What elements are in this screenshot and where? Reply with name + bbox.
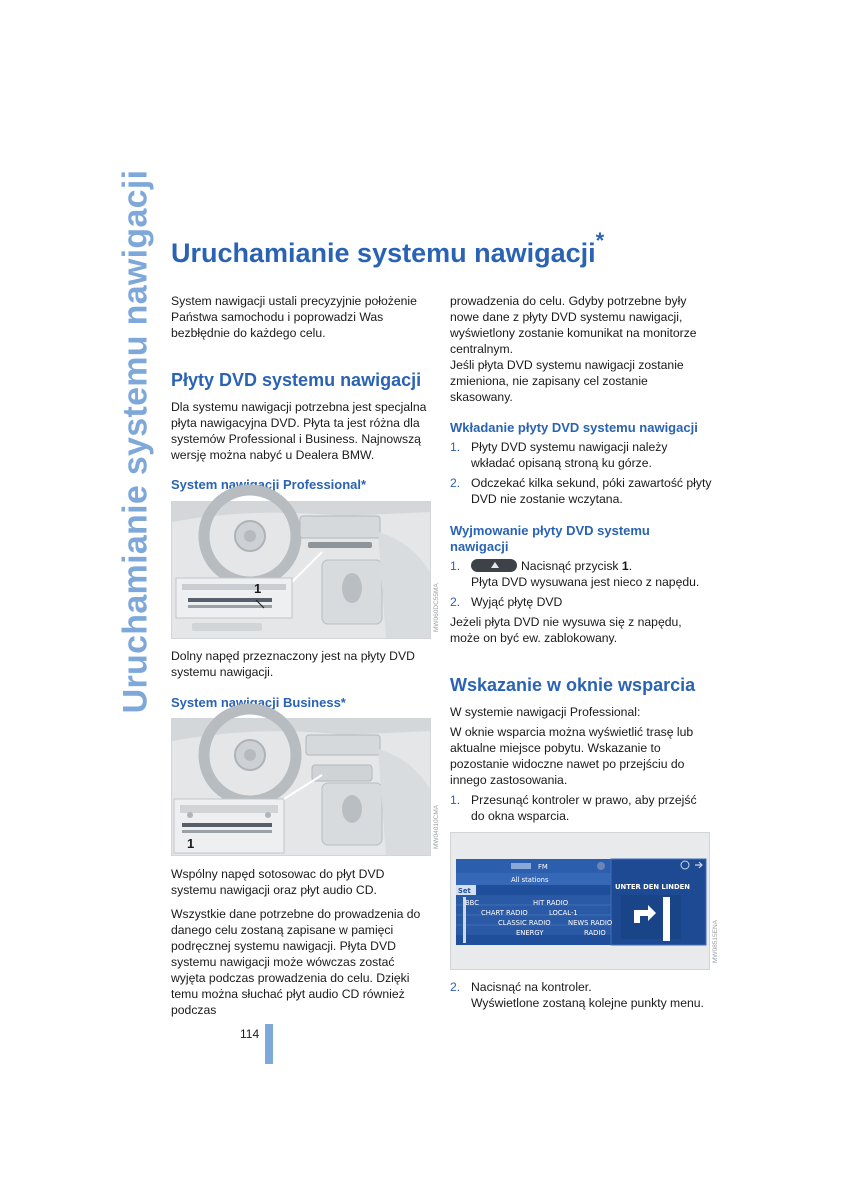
eject-key-icon (471, 559, 517, 572)
step-text: Przesunąć kontroler w prawo, aby przejść do okna wsparcia. (471, 793, 697, 823)
insert-step-2 (450, 475, 712, 507)
dvd-paragraph: Dla systemu nawigacji potrzebna jest specjalna płyta nawigacyjna DVD. Płyta ta jest różna dla systemów Professional i Business. Najnowszą wersję można nabyć u Dealera BMW. (171, 400, 427, 462)
step-text-line2: Wyświetlone zostaną kolejne punkty menu. (471, 996, 704, 1010)
business-image-code: MW04010CMA (433, 804, 440, 849)
step-text: Nacisnąć przycisk (521, 559, 622, 573)
page-title-text: Uruchamianie systemu nawigacji (171, 238, 596, 268)
business-paragraph-1: Wspólny napęd sotosowac do płyt DVD systemu nawigacji oraz płyt audio CD. (171, 867, 385, 897)
step-number: 2. (450, 595, 461, 609)
insert-dvd-heading: Wkładanie płyty DVD systemu nawigacji (450, 420, 698, 435)
support-step-1 (450, 792, 712, 824)
insert-dvd-steps (450, 439, 712, 511)
eject-dvd-heading: Wyjmowanie płyty DVD systemu nawigacji (450, 523, 650, 554)
eject-step-1 (450, 558, 712, 590)
step-number: 2. (450, 980, 461, 994)
support-window-heading: Wskazanie w oknie wsparcia (450, 675, 696, 695)
step-text: Wyjąć płytę DVD (471, 595, 563, 609)
screen-list-title: All stations (511, 876, 549, 884)
support-window-body (450, 704, 712, 828)
step-text-end: . (628, 559, 633, 573)
screen-station-1: HIT RADIO (533, 899, 569, 907)
support-paragraph-2: W oknie wsparcia można wyświetlić trasę lub aktualne miejsce pobytu. Wskazanie to pozostanie widoczne nawet po przejściu do innego zastosowania. (450, 725, 694, 787)
professional-callout-number: 1 (254, 581, 262, 596)
continued-paragraph-2: Jeśli płyta DVD systemu nawigacji zostanie zmieniona, nie zapisany cel zostanie skasowany. (450, 358, 684, 404)
step-key-number: 1 (621, 559, 629, 573)
professional-body (171, 648, 429, 688)
dashboard-illustration-business (172, 719, 430, 855)
right-column-top (450, 293, 712, 413)
step-number: 2. (450, 476, 461, 490)
dvd-section-body (171, 399, 429, 471)
step-text: Odczekać kilka sekund, póki zawartość płyty DVD nie zostanie wczytana. (471, 476, 712, 506)
dashboard-illustration (172, 502, 430, 638)
screen-station-4: CLASSIC RADIO (498, 919, 551, 927)
screen-station-0: BBC (465, 899, 479, 907)
professional-image-code: MW060DC55MA (433, 583, 440, 632)
side-chapter-title (114, 169, 158, 713)
professional-dashboard-image (171, 501, 440, 639)
screen-station-5: NEWS RADIO (568, 919, 613, 927)
business-paragraph-2: Wszystkie dane potrzebne do prowadzenia do danego celu zostaną zapisane w pamięci podręcznej systemu nawigacji. Płyta DVD systemu nawigacji może wówczas zostać wyjęta podczas prowadzenia do celu. Dzięki temu można słuchać płyt audio CD również podczas (171, 907, 421, 1017)
eject-note: Jeżeli płyta DVD nie wysuwa się z napędu, może on być ew. zablokowany. (450, 615, 682, 645)
screen-station-6: ENERGY (516, 929, 544, 937)
step-number: 1. (450, 440, 461, 454)
business-dashboard-image (171, 718, 440, 856)
support-step-2-block (450, 979, 712, 1015)
support-paragraph-1: W systemie nawigacji Professional: (450, 705, 641, 719)
insert-step-1 (450, 439, 712, 471)
business-heading: System nawigacji Business* (171, 695, 346, 710)
eject-step-2 (450, 594, 712, 610)
dvd-section-heading: Płyty DVD systemu nawigacji (171, 370, 422, 390)
professional-heading: System nawigacji Professional* (171, 477, 367, 492)
business-callout-number: 1 (187, 836, 195, 851)
screen-band-label: FM (538, 863, 548, 871)
step-number: 1. (450, 559, 461, 573)
support-window-screen-image (450, 832, 719, 970)
left-column-top (171, 293, 429, 349)
step-number: 1. (450, 793, 461, 807)
professional-paragraph: Dolny napęd przeznaczony jest na płyty DVD systemu nawigacji. (171, 649, 415, 679)
support-step-2 (450, 979, 712, 1011)
screen-labels (451, 833, 709, 969)
optional-equipment-mark: * (595, 228, 605, 253)
screen-station-3: LOCAL-1 (549, 909, 578, 917)
step-text-line2: Płyta DVD wysuwana jest nieco z napędu. (471, 575, 700, 589)
screen-station-7: RADIO (584, 929, 606, 937)
intro-paragraph: System nawigacji ustali precyzyjnie położenie Państwa samochodu i poprowadzi Was bezbłędnie do każdego celu. (171, 294, 417, 340)
screen-station-2: CHART RADIO (481, 909, 528, 917)
screen-image-code: MW08515ENA (712, 920, 719, 963)
page-marker-bar (265, 1024, 273, 1064)
page-title (171, 228, 605, 269)
business-body (171, 866, 429, 1026)
step-text: Nacisnąć na kontroler. (471, 980, 592, 994)
page-number: 114 (240, 1027, 260, 1041)
eject-dvd-steps (450, 558, 712, 654)
continued-paragraph: prowadzenia do celu. Gdyby potrzebne były nowe dane z płyty DVD systemu nawigacji, wyświetlony zostanie komunikat na monitorze centralnym. (450, 294, 697, 356)
side-chapter-title-text: Uruchamianie systemu nawigacji (116, 169, 155, 713)
screen-set-label: Set (458, 887, 471, 895)
step-text: Płyty DVD systemu nawigacji należy wkładać opisaną stroną ku górze. (471, 440, 668, 470)
screen-street-name: UNTER DEN LINDEN (615, 883, 690, 891)
